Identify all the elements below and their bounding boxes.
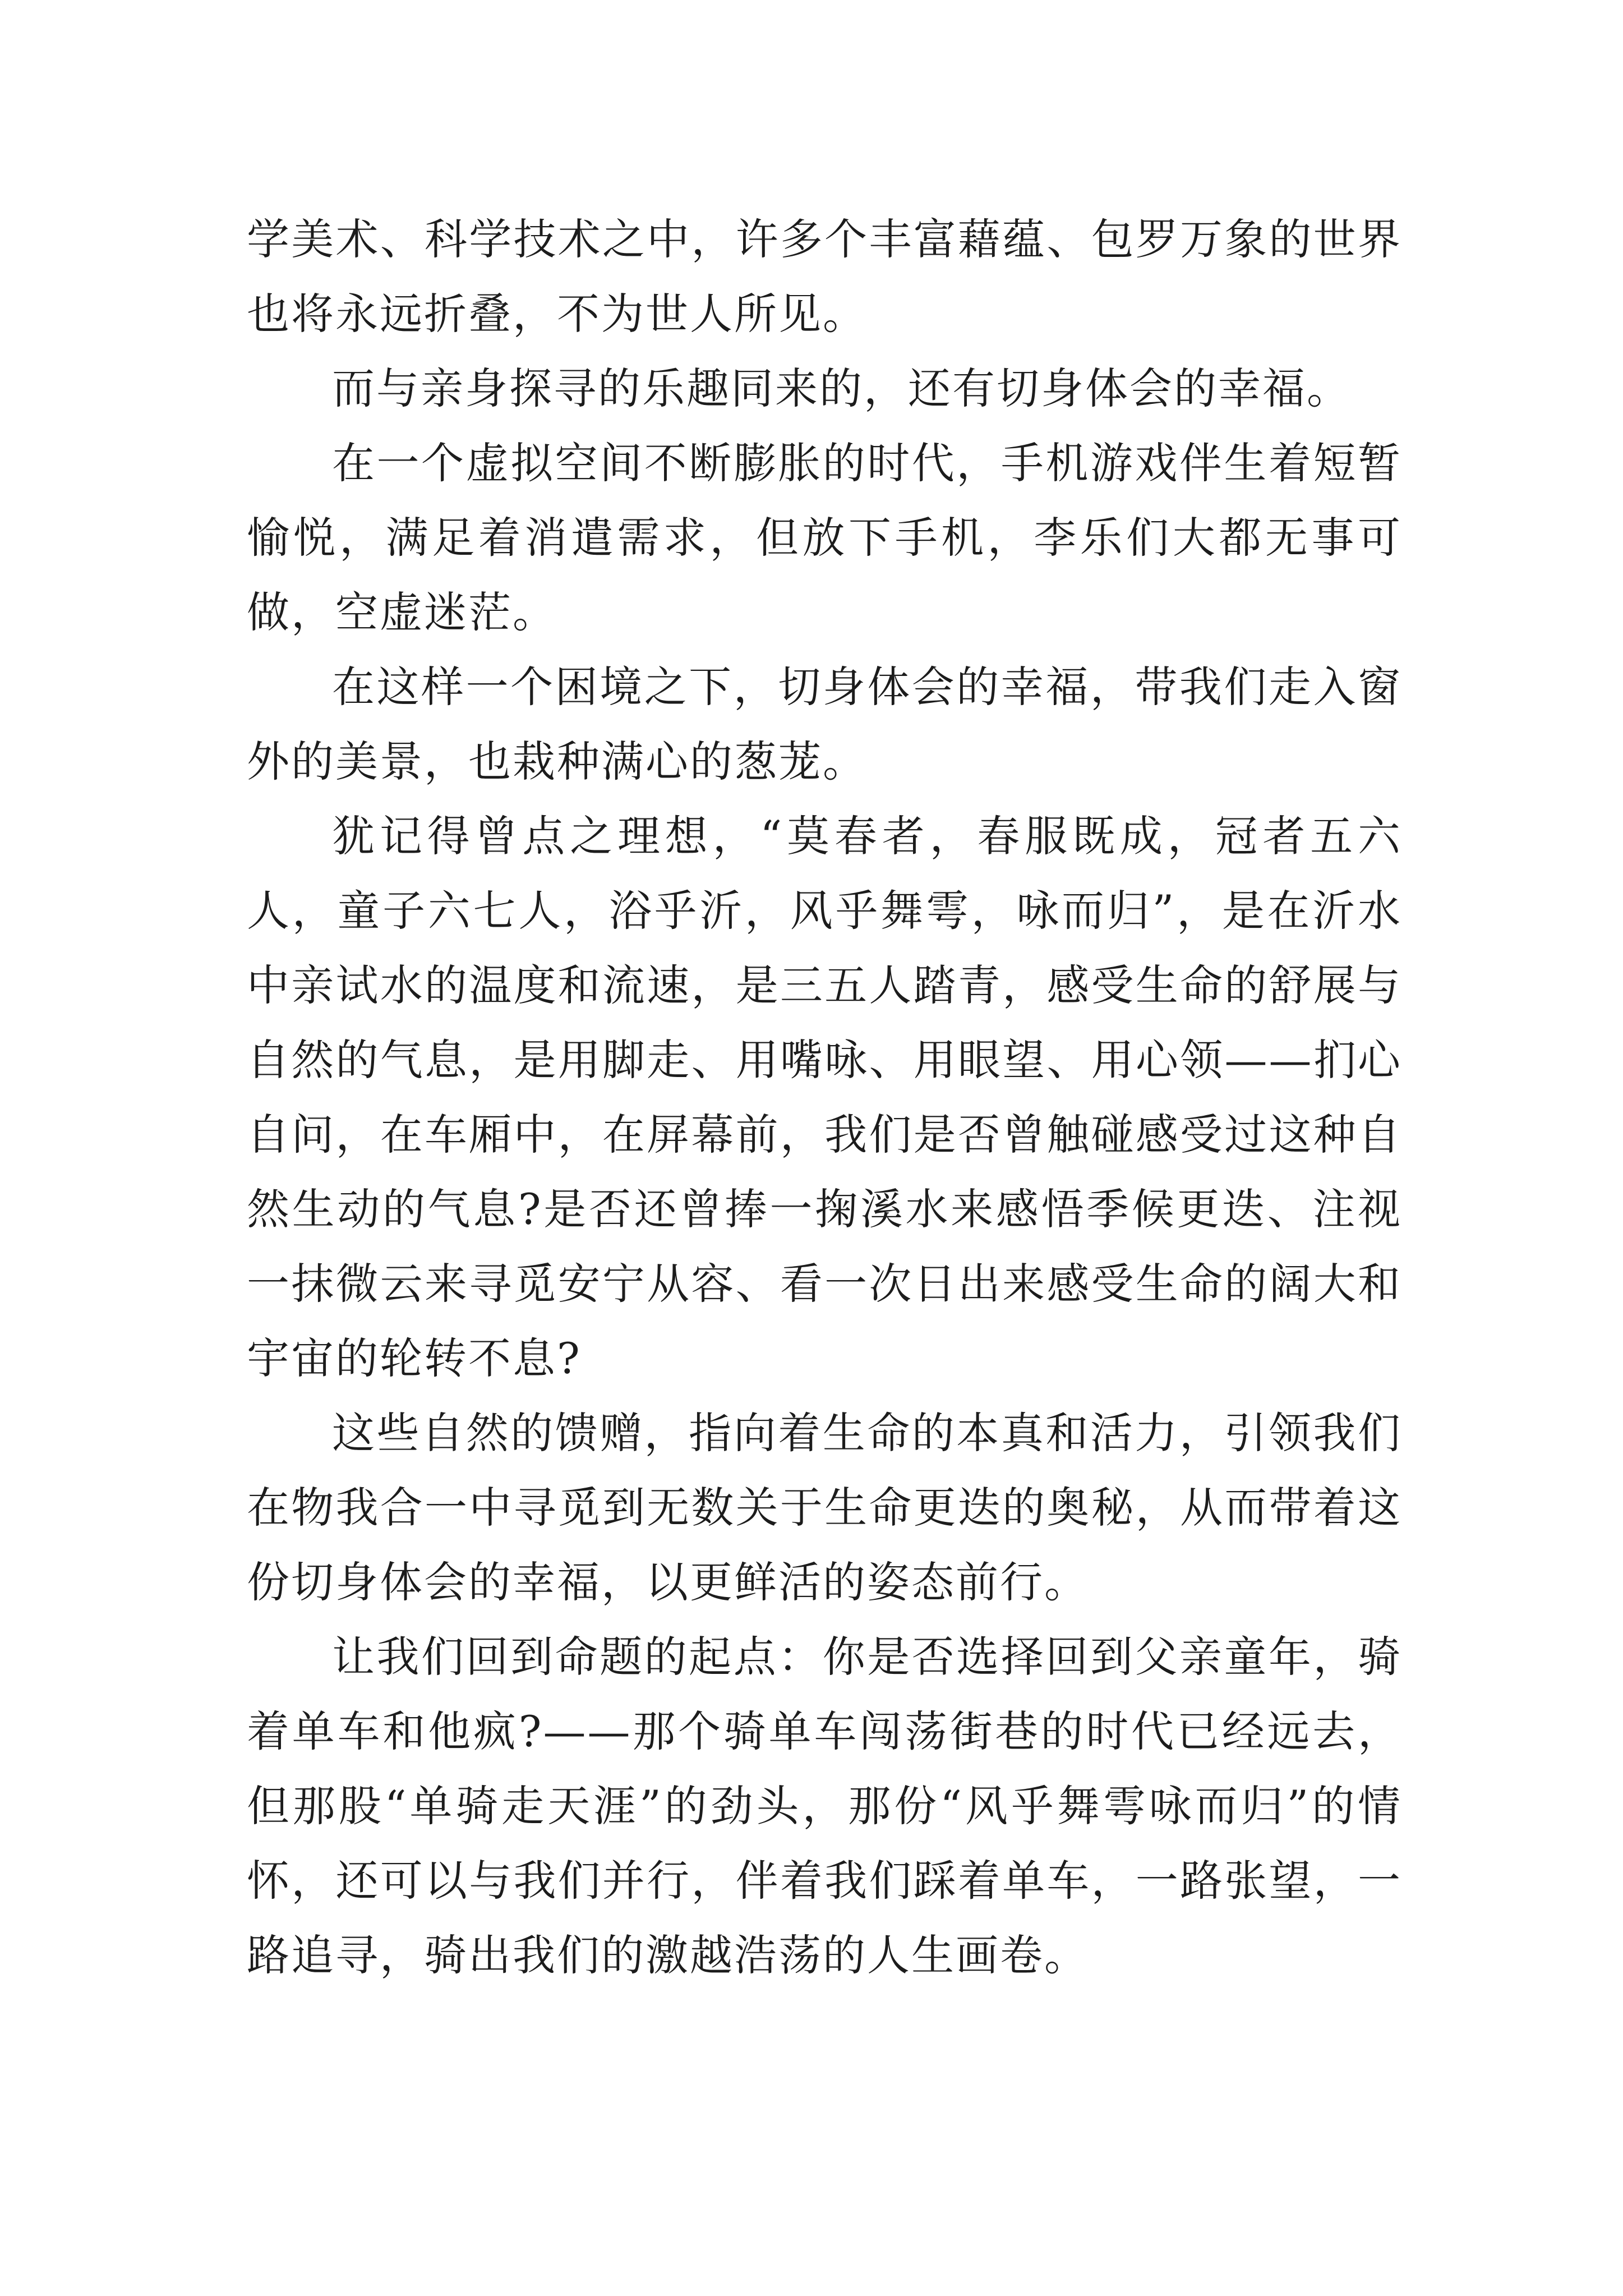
paragraph: 这些自然的馈赠，指向着生命的本真和活力，引领我们在物我合一中寻觅到无数关于生命更迭的奥秘，从而带着这份切身体会的幸福，以更鲜活的姿态前行。: [247, 1408, 1402, 1607]
paragraph: 在这样一个困境之下，切身体会的幸福，带我们走入窗外的美景，也栽种满心的葱茏。: [247, 662, 1402, 786]
paragraph: 而与亲身探寻的乐趣同来的，还有切身体会的幸福。: [332, 364, 1351, 413]
paragraph: 让我们回到命题的起点：你是否选择回到父亲童年，骑着单车和他疯?——那个骑单车闯荡街巷的时代已经远去，但那股“单骑走天涯”的劲头，那份“风乎舞雩咏而归”的情怀，还可以与我们并行，伴着我们踩着单车，一路张望，一路追寻，骑出我们的激越浩荡的人生画卷。: [247, 1632, 1402, 1980]
paragraph: 在一个虚拟空间不断膨胀的时代，手机游戏伴生着短暂愉悦，满足着消遣需求，但放下手机，李乐们大都无事可做，空虚迷茫。: [247, 438, 1402, 637]
paragraph: 犹记得曾点之理想，“莫春者，春服既成，冠者五六人，童子六七人，浴乎沂，风乎舞雩，咏而归”，是在沂水中亲试水的温度和流速，是三五人踏青，感受生命的舒展与自然的气息，是用脚走、用嘴咏、用眼望、用心领——扪心自问，在车厢中，在屏幕前，我们是否曾触碰感受过这种自然生动的气息?是否还曾捧一掬溪水来感悟季候更迭、注视一抹微云来寻觅安宁从容、看一次日出来感受生命的阔大和宇宙的轮转不息?: [247, 811, 1402, 1383]
paragraph-continued: 学美术、科学技术之中，许多个丰富藉蕴、包罗万象的世界也将永远折叠，不为世人所见。: [247, 214, 1402, 339]
essay-body: [247, 202, 1402, 1993]
